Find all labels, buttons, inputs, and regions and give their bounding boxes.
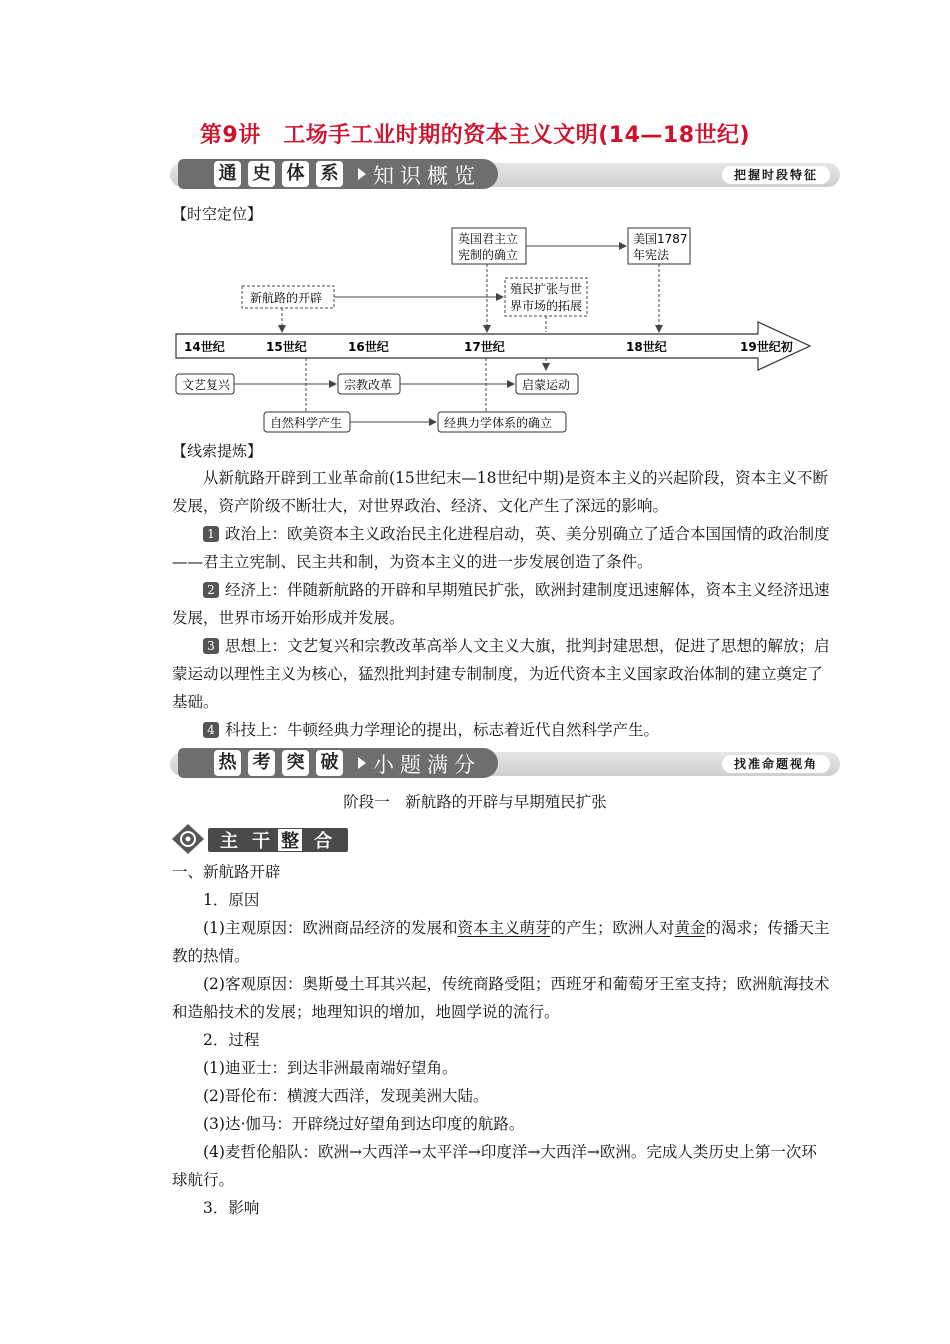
intro-paragraph: 从新航路开辟到工业革命前(15世纪末—18世纪中期)是资本主义的兴起阶段，资本主义不断发展，资产阶级不断壮大，对世界政治、经济、文化产生了深远的影响。	[172, 469, 829, 515]
event-label: 年宪法	[633, 248, 670, 262]
number-badge: 4	[203, 722, 219, 738]
point-paragraph	[172, 716, 832, 744]
event-label: 经典力学体系的确立	[444, 416, 553, 430]
content-body	[172, 858, 832, 1222]
banner-chip: 考	[248, 750, 275, 776]
section-banner-overview	[170, 163, 840, 187]
tick-label: 14世纪	[184, 340, 225, 354]
section-label-timeline: 【时空定位】	[172, 205, 263, 223]
point-text: 政治上：欧美资本主义政治民主化进程启动，英、美分别确立了适合本国国情的政治制度——君主立宪制、民主共和制，为资本主义的进一步发展创造了条件。	[172, 525, 830, 571]
banner-tag: 找准命题视角	[722, 755, 830, 773]
module-char: 主	[220, 831, 238, 852]
number-badge: 3	[203, 638, 219, 654]
event-label: 启蒙运动	[522, 378, 571, 392]
paragraph: (2)客观原因：奥斯曼土耳其兴起，传统商路受阻；西班牙和葡萄牙王室支持；欧洲航海技术和造船技术的发展；地理知识的增加，地圆学说的流行。	[172, 975, 830, 1021]
tick-label: 18世纪	[626, 340, 667, 354]
banner-label-block	[178, 159, 498, 189]
timeline-diagram	[170, 222, 820, 438]
banner-label-block	[178, 748, 498, 778]
paragraph: (3)达·伽马：开辟绕过好望角到达印度的航路。	[203, 1115, 525, 1133]
tick-label: 16世纪	[348, 340, 389, 354]
number-badge: 1	[203, 526, 219, 542]
event-label: 宪制的确立	[458, 248, 519, 262]
subheading: 3．影响	[203, 1199, 260, 1217]
tick-label: 17世纪	[464, 340, 505, 354]
module-char: 合	[314, 831, 332, 852]
number-badge: 2	[203, 582, 219, 598]
module-header	[172, 822, 352, 856]
event-label: 英国君主立	[458, 232, 519, 246]
point-paragraph	[172, 632, 832, 716]
event-label: 文艺复兴	[182, 378, 231, 392]
paragraph: (2)哥伦布：横渡大西洋，发现美洲大陆。	[203, 1087, 489, 1105]
event-label: 殖民扩张与世	[510, 282, 583, 296]
point-text: 经济上：伴随新航路的开辟和早期殖民扩张，欧洲封建制度迅速解体，资本主义经济迅速发展，世界市场开始形成并发展。	[172, 581, 830, 627]
point-paragraph	[172, 520, 832, 576]
event-label: 宗教改革	[344, 378, 393, 392]
point-text: 思想上：文艺复兴和宗教改革高举人文主义大旗，批判封建思想，促进了思想的解放；启蒙运动以理性主义为核心，猛烈批判封建专制制度，为近代资本主义国家政治体制的建立奠定了基础。	[172, 637, 830, 711]
point-paragraph	[172, 576, 832, 632]
event-label: 新航路的开辟	[250, 291, 323, 305]
banner-chip: 热	[214, 750, 241, 776]
triangle-right-icon	[358, 168, 366, 180]
module-char: 整	[281, 831, 299, 852]
paragraph: (4)麦哲伦船队：欧洲→大西洋→太平洋→印度洋→大西洋→欧洲。完成人类历史上第一次环球航行。	[172, 1143, 817, 1189]
paragraph: (1)主观原因：欧洲商品经济的发展和资本主义萌芽的产生；欧洲人对黄金的渴求；传播天主教的热情。	[172, 919, 830, 965]
summary-paragraphs	[172, 464, 832, 744]
point-text: 科技上：牛顿经典力学理论的提出，标志着近代自然科学产生。	[225, 721, 660, 739]
module-char: 干	[252, 831, 270, 852]
page-title: 第9讲 工场手工业时期的资本主义文明(14—18世纪)	[199, 123, 751, 148]
banner-subtitle: 知识概览	[373, 164, 481, 188]
event-label: 美国1787	[633, 232, 688, 246]
event-label: 界市场的拓展	[510, 299, 583, 313]
section-label-clues: 【线索提炼】	[172, 442, 263, 460]
banner-chip: 史	[248, 161, 275, 187]
banner-tag: 把握时段特征	[722, 166, 830, 184]
banner-chip: 体	[282, 161, 309, 187]
banner-chip: 破	[316, 750, 343, 776]
heading: 一、新航路开辟	[172, 863, 281, 881]
banner-chip: 突	[282, 750, 309, 776]
section-banner-hot-topics	[170, 752, 840, 776]
tick-label: 19世纪初	[740, 340, 793, 354]
banner-subtitle: 小题满分	[373, 753, 481, 777]
paragraph: (1)迪亚士：到达非洲最南端好望角。	[203, 1059, 458, 1077]
subheading: 1．原因	[203, 891, 260, 909]
subheading: 2．过程	[203, 1031, 260, 1049]
banner-chip: 通	[214, 161, 241, 187]
event-label: 自然科学产生	[270, 416, 343, 430]
stage-title: 阶段一 新航路的开辟与早期殖民扩张	[343, 793, 607, 811]
tick-label: 15世纪	[266, 340, 307, 354]
banner-chip: 系	[316, 161, 343, 187]
triangle-right-icon	[358, 757, 366, 769]
